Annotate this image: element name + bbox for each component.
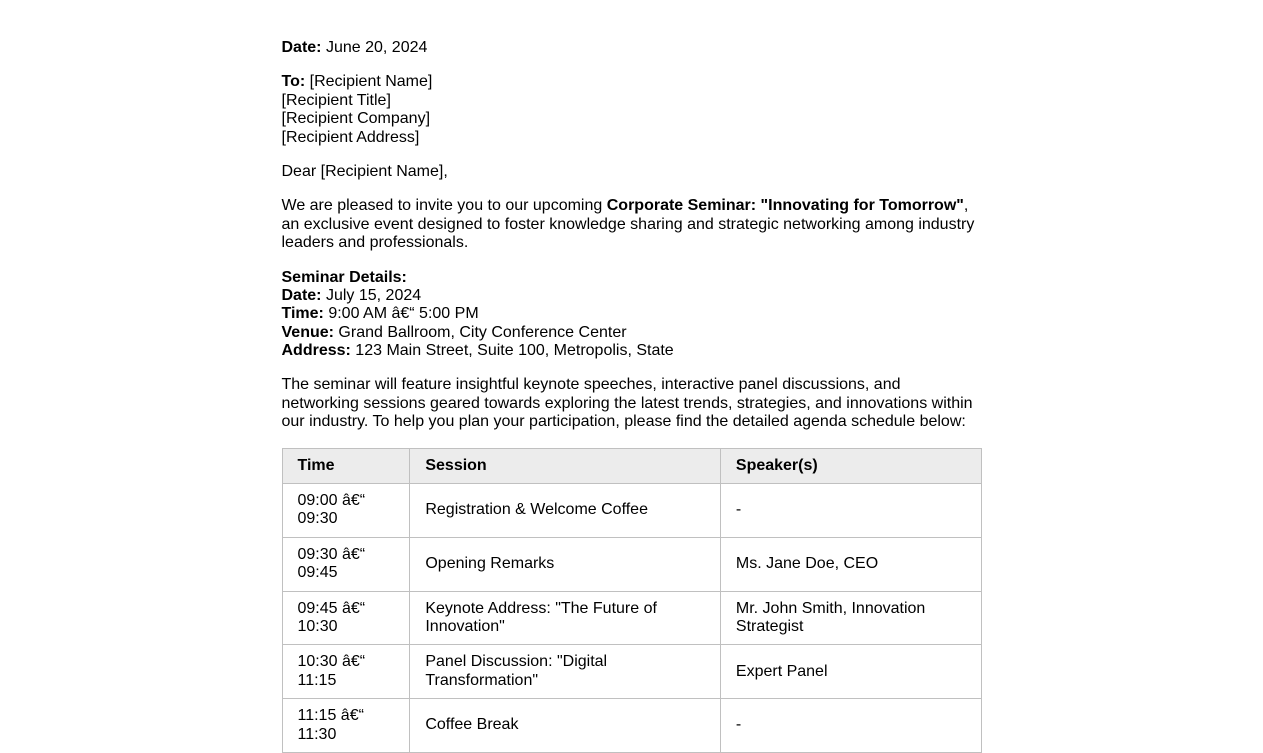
cell-speakers: Ms. Jane Doe, CEO <box>720 537 981 591</box>
cell-time: 10:30 â€“ 11:15 <box>282 645 410 699</box>
salutation: Dear [Recipient Name], <box>281 162 448 180</box>
header-session: Session <box>410 448 721 483</box>
recipient-company: [Recipient Company] <box>281 110 431 128</box>
cell-time: 09:00 â€“ 09:30 <box>282 484 410 538</box>
detail-address-value: 123 Main Street, Suite 100, Metropolis, State <box>350 342 674 360</box>
cell-session: Opening Remarks <box>410 537 721 591</box>
cell-speakers: Mr. John Smith, Innovation Strategist <box>720 591 981 645</box>
letter-document <box>282 0 982 753</box>
recipient-address: [Recipient Address] <box>281 128 420 146</box>
cell-session: Coffee Break <box>410 699 721 753</box>
detail-time-label: Time: <box>281 305 324 323</box>
table-row <box>282 591 981 645</box>
table-row <box>282 645 981 699</box>
cell-time: 09:45 â€“ 10:30 <box>282 591 410 645</box>
seminar-details-heading: Seminar Details: <box>281 268 407 286</box>
cell-speakers: Expert Panel <box>720 645 981 699</box>
header-time: Time <box>282 448 410 483</box>
cell-time: 11:15 â€“ 11:30 <box>282 699 410 753</box>
cell-session: Registration & Welcome Coffee <box>410 484 721 538</box>
header-speakers: Speaker(s) <box>720 448 981 483</box>
detail-address-label: Address: <box>281 342 351 360</box>
detail-time-value: 9:00 AM â€“ 5:00 PM <box>323 305 479 323</box>
seminar-details-block <box>282 269 982 361</box>
to-label: To: <box>281 73 306 91</box>
detail-venue-label: Venue: <box>281 323 334 341</box>
date-label: Date: <box>281 39 322 56</box>
table-row <box>282 699 981 753</box>
cell-session: Panel Discussion: "Digital Transformation" <box>410 645 721 699</box>
table-row <box>282 537 981 591</box>
date-value: June 20, 2024 <box>321 39 428 56</box>
detail-date-value: July 15, 2024 <box>321 286 422 304</box>
recipient-name: [Recipient Name] <box>305 73 433 91</box>
seminar-title: Corporate Seminar: "Innovating for Tomorrow" <box>606 197 964 215</box>
cell-speakers: - <box>720 699 981 753</box>
detail-venue-value: Grand Ballroom, City Conference Center <box>333 323 627 341</box>
invitation-pre: We are pleased to invite you to our upcoming <box>281 197 607 215</box>
cell-speakers: - <box>720 484 981 538</box>
cell-session: Keynote Address: "The Future of Innovation" <box>410 591 721 645</box>
body-paragraph: The seminar will feature insightful keynote speeches, interactive panel discussions, and networking sessions geared towards exploring the latest trends, strategies, and innovations within our industry. To help you plan your participation, please find the detailed agenda schedule below: <box>281 376 973 431</box>
table-row <box>282 484 981 538</box>
date-line <box>282 39 982 57</box>
invitation-paragraph <box>282 197 982 252</box>
cell-time: 09:30 â€“ 09:45 <box>282 537 410 591</box>
recipient-block <box>282 73 982 147</box>
recipient-title: [Recipient Title] <box>281 91 391 109</box>
agenda-header-row <box>282 448 981 483</box>
agenda-table <box>282 448 982 753</box>
invitation-post: , an exclusive event designed to foster knowledge sharing and strategic networking among industry leaders and professionals. <box>281 197 975 252</box>
detail-date-label: Date: <box>281 286 322 304</box>
